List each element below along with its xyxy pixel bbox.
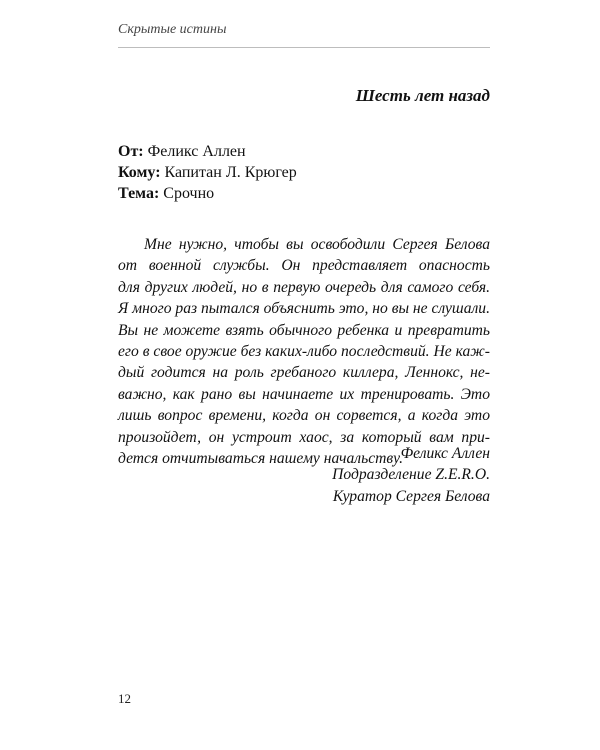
body-line: Мне нужно, чтобы вы освободили Сергея Белова: [144, 236, 490, 253]
memo-subject-row: [118, 183, 490, 204]
body-line: дется отчитываться нашему начальству.: [118, 450, 403, 468]
memo-to-value: Капитан Л. Крюгер: [164, 164, 297, 181]
body-line: Я много раз пытался объяснить это, но вы не слушали.: [118, 300, 490, 318]
running-head: Скрытые истины: [118, 22, 227, 37]
memo-from-label: От:: [118, 143, 144, 160]
memo-to-label: Кому:: [118, 164, 161, 181]
signature-block: [332, 443, 490, 507]
memo-from-row: [118, 141, 490, 162]
body-line: важно, как рано вы начинаете их тренировать. Это: [118, 385, 490, 403]
header-divider: [118, 47, 490, 48]
chapter-heading: Шесть лет назад: [355, 86, 490, 105]
memo-to-row: [118, 162, 490, 183]
memo-from-value: Феликс Аллен: [147, 143, 246, 160]
body-line: для других людей, но в первую очередь для самого себя.: [118, 278, 490, 296]
body-line: лишь вопрос времени, когда он сорвется, а когда это: [118, 407, 490, 425]
memo-body: [118, 234, 490, 469]
signature-name: Феликс Аллен: [400, 445, 490, 462]
body-line: его в свое оружие без каких-либо последствий. Не каж-: [118, 343, 490, 361]
page-number: 12: [118, 691, 131, 706]
memo-subject-label: Тема:: [118, 185, 160, 202]
body-line: дый годится на роль гребаного киллера, Леннокс, не-: [118, 364, 490, 382]
body-line: Вы не можете взять обычного ребенка и превратить: [118, 321, 490, 339]
body-line: от военной службы. Он представляет опасность: [118, 257, 490, 275]
signature-unit: Подразделение Z.E.R.O.: [332, 466, 490, 484]
signature-role: Куратор Сергея Белова: [332, 487, 490, 505]
body-line: произойдет, он устроит хаос, за который вам при-: [118, 428, 490, 446]
memo-subject-value: Срочно: [163, 185, 215, 202]
memo-headers: [118, 141, 490, 204]
